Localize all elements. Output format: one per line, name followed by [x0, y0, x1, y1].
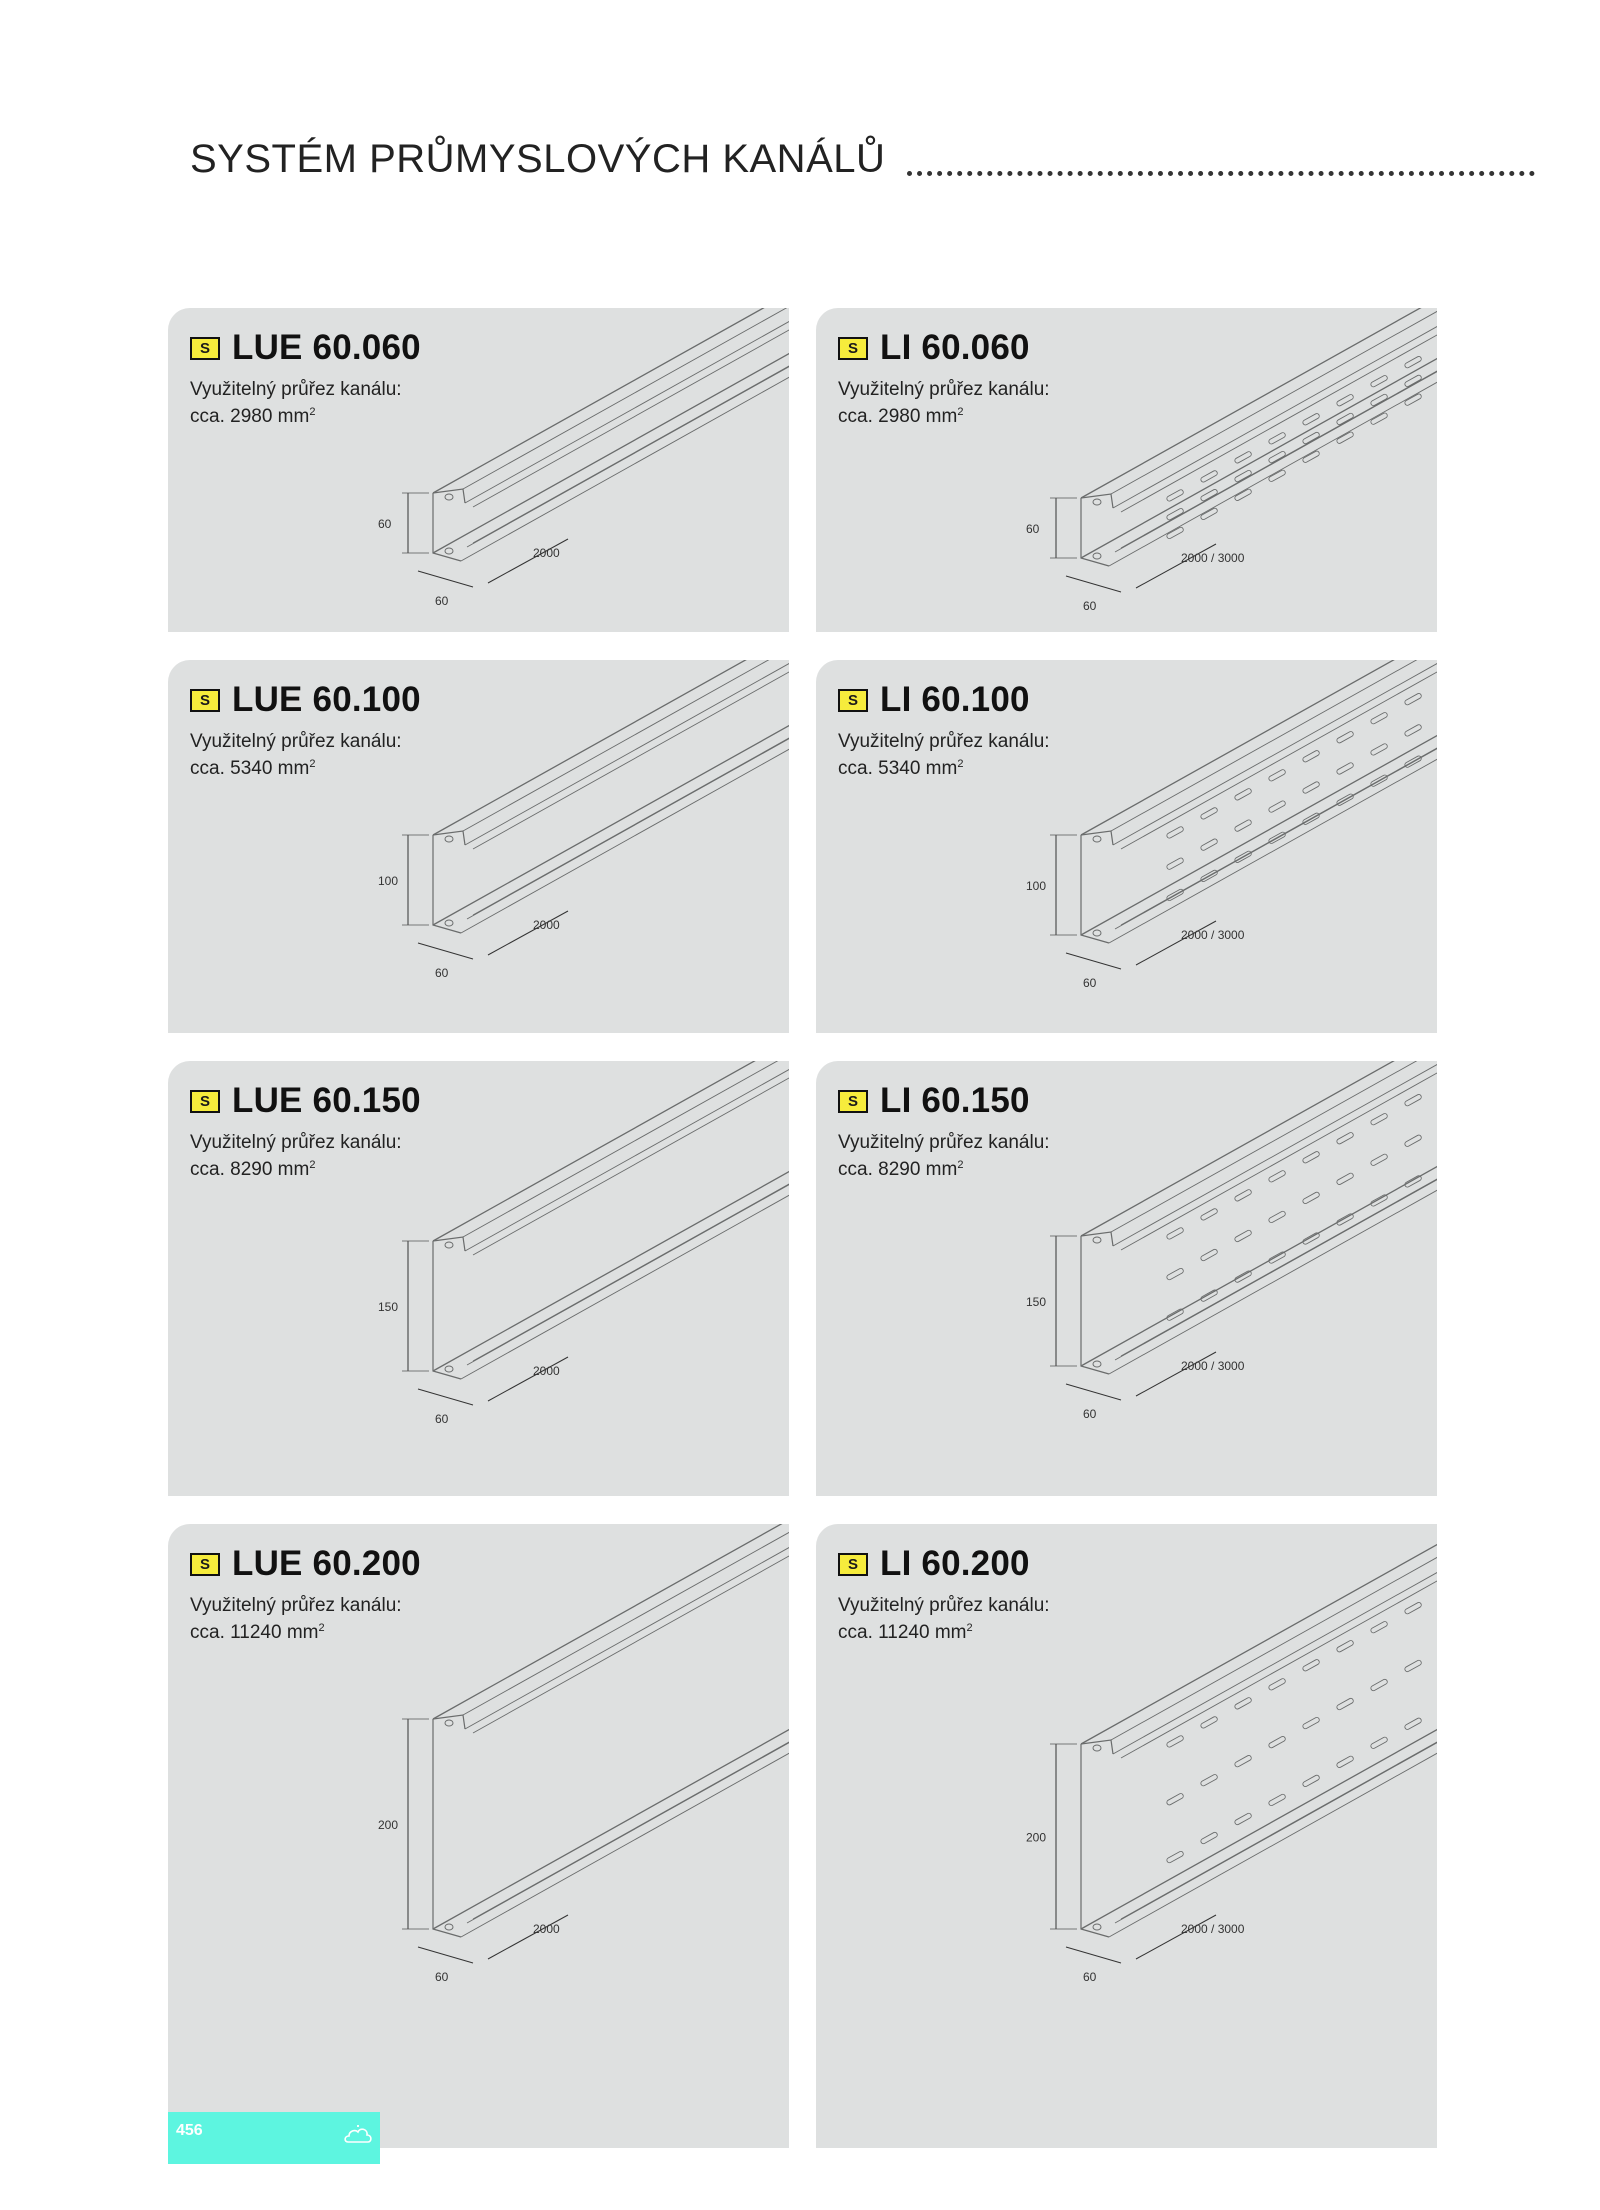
channel-longitudinal-edge — [473, 338, 789, 543]
perforation-slot — [1234, 1697, 1252, 1710]
perforation-slot — [1200, 1774, 1218, 1787]
channel-longitudinal-edge — [465, 1524, 789, 1729]
page-header — [190, 122, 1535, 182]
cross-section-label: Využitelný průřez kanálu: — [838, 379, 1050, 400]
perforation-slot — [1166, 1227, 1184, 1240]
top-flange-edge — [1081, 1232, 1113, 1246]
cross-section-value: cca. 8290 $mm^2$ — [838, 1159, 964, 1180]
perforation-slot — [1166, 1850, 1184, 1863]
perforation-slot — [1336, 1640, 1354, 1653]
perforation-slot — [1200, 1248, 1218, 1261]
channel-longitudinal-edge — [433, 1524, 789, 1719]
top-flange-edge — [433, 831, 465, 845]
s-badge: S — [190, 689, 220, 712]
s-badge: S — [190, 1090, 220, 1113]
perforation-slot — [1370, 1621, 1388, 1634]
cross-section-label: Využitelný průřez kanálu: — [190, 1595, 402, 1616]
length-dimension-label: 2000 — [533, 918, 560, 932]
perforation-slot — [1166, 1735, 1184, 1748]
cross-section-label: Využitelný průřez kanálu: — [190, 1132, 402, 1153]
mounting-hole — [445, 1366, 453, 1372]
channel-longitudinal-edge — [1081, 308, 1437, 498]
channel-longitudinal-edge — [473, 1156, 789, 1361]
mounting-hole — [1093, 1237, 1101, 1243]
width-dimension-line — [418, 571, 473, 587]
cross-section-label: Využitelný průřez kanálu: — [838, 1595, 1050, 1616]
channel-longitudinal-edge — [1121, 1714, 1437, 1919]
perforation-slot — [1200, 470, 1218, 483]
channel-longitudinal-edge — [433, 720, 789, 925]
perforation-slot — [1166, 857, 1184, 870]
mounting-hole — [1093, 1361, 1101, 1367]
height-dimension-label: 200 — [1026, 1830, 1047, 1845]
cross-section-value: cca. 5340 $mm^2$ — [838, 758, 964, 779]
channel-longitudinal-edge — [473, 308, 789, 507]
height-dimension-label: 200 — [378, 1818, 399, 1832]
perforation-slot — [1370, 743, 1388, 756]
s-badge: S — [190, 1553, 220, 1576]
channel-longitudinal-edge — [1121, 343, 1437, 548]
mounting-hole — [1093, 1924, 1101, 1930]
perforation-slot — [1370, 1113, 1388, 1126]
width-dimension-label: 60 — [1083, 1407, 1097, 1421]
channel-longitudinal-edge — [463, 308, 789, 489]
channel-longitudinal-edge — [1081, 1539, 1437, 1744]
width-dimension-label: 60 — [435, 1412, 449, 1426]
perforation-slot — [1268, 432, 1286, 445]
perforation-slot — [1336, 394, 1354, 407]
cross-section-value: cca. 2980 $mm^2$ — [190, 406, 316, 427]
channel-drawing-perforated — [816, 308, 1437, 632]
product-card-lue-60-060 — [168, 308, 789, 632]
perforation-slot — [1370, 1736, 1388, 1749]
perforation-slot — [1302, 1191, 1320, 1204]
product-title: LUE 60.200 — [232, 1544, 421, 1583]
perforation-slot — [1302, 413, 1320, 426]
perforation-slot — [1404, 1602, 1422, 1615]
width-dimension-line — [1066, 953, 1121, 969]
perforation-slot — [1234, 1229, 1252, 1242]
width-dimension-label: 60 — [1083, 1970, 1097, 1984]
product-card-li-60-060 — [816, 308, 1437, 632]
channel-drawing-solid — [168, 660, 789, 1033]
product-title: LI 60.150 — [880, 1081, 1030, 1120]
perforation-slot — [1404, 1717, 1422, 1730]
perforation-slot — [1302, 781, 1320, 794]
s-badge: S — [190, 337, 220, 360]
mounting-hole — [445, 836, 453, 842]
width-dimension-line — [418, 943, 473, 959]
channel-longitudinal-edge — [433, 660, 789, 835]
cross-section-label: Využitelný průřez kanálu: — [838, 731, 1050, 752]
perforation-slot — [1336, 731, 1354, 744]
height-dimension-label: 100 — [1026, 879, 1047, 893]
width-dimension-label: 60 — [1083, 976, 1097, 990]
channel-longitudinal-edge — [1081, 660, 1437, 835]
perforation-slot — [1336, 1172, 1354, 1185]
width-dimension-line — [1066, 1947, 1121, 1963]
mounting-hole — [1093, 553, 1101, 559]
page-number: 456 — [176, 2122, 203, 2139]
perforation-slot — [1234, 1189, 1252, 1202]
channel-longitudinal-edge — [473, 710, 789, 915]
height-dimension-label: 150 — [378, 1300, 399, 1314]
front-profile-edge — [433, 835, 461, 933]
perforation-slot — [1404, 1659, 1422, 1672]
cross-section-label: Využitelný průřez kanálu: — [190, 379, 402, 400]
s-badge: S — [838, 337, 868, 360]
length-dimension-label: 2000 — [533, 1922, 560, 1936]
channel-longitudinal-edge — [465, 308, 789, 503]
channel-drawing-solid — [168, 308, 789, 632]
length-dimension-label: 2000 / 3000 — [1181, 551, 1245, 565]
channel-longitudinal-edge — [1121, 660, 1437, 849]
channel-longitudinal-edge — [433, 1166, 789, 1371]
perforation-slot — [1302, 750, 1320, 763]
mounting-hole — [445, 494, 453, 500]
perforation-slot — [1166, 1267, 1184, 1280]
product-card-lue-60-150 — [168, 1061, 789, 1496]
cross-section-value: cca. 8290 $mm^2$ — [190, 1159, 316, 1180]
perforation-slot — [1336, 762, 1354, 775]
perforation-slot — [1200, 838, 1218, 851]
s-badge: S — [838, 1090, 868, 1113]
mounting-hole — [445, 548, 453, 554]
mounting-hole — [445, 1720, 453, 1726]
page-footer-tab — [168, 2112, 380, 2164]
perforation-slot — [1404, 693, 1422, 706]
mounting-hole — [1093, 836, 1101, 842]
mounting-hole — [1093, 499, 1101, 505]
channel-longitudinal-edge — [463, 1524, 789, 1715]
cross-section-label: Využitelný průřez kanálu: — [838, 1132, 1050, 1153]
perforation-slot — [1336, 1755, 1354, 1768]
channel-longitudinal-edge — [1121, 1061, 1437, 1250]
perforation-slot — [1370, 375, 1388, 388]
top-flange-edge — [433, 1237, 465, 1251]
top-flange-edge — [433, 489, 465, 503]
cross-section-value: cca. 11240 $mm^2$ — [190, 1622, 325, 1643]
channel-drawing-solid — [168, 1524, 789, 2148]
perforation-slot — [1336, 1132, 1354, 1145]
perforation-slot — [1268, 1678, 1286, 1691]
top-flange-edge — [433, 1715, 465, 1729]
height-dimension-label: 100 — [378, 874, 399, 888]
perforation-slot — [1234, 788, 1252, 801]
perforation-slot — [1370, 712, 1388, 725]
perforation-slot — [1234, 819, 1252, 832]
perforation-slot — [1336, 1697, 1354, 1710]
perforation-slot — [1302, 1774, 1320, 1787]
perforation-slot — [1268, 1170, 1286, 1183]
perforation-slot — [1200, 1208, 1218, 1221]
perforation-slot — [1234, 451, 1252, 464]
perforation-slot — [1166, 489, 1184, 502]
perforation-slot — [1234, 1755, 1252, 1768]
product-card-li-60-150 — [816, 1061, 1437, 1496]
perforation-slot — [1370, 1678, 1388, 1691]
channel-longitudinal-edge — [1113, 660, 1437, 845]
channel-longitudinal-edge — [1121, 308, 1437, 512]
width-dimension-label: 60 — [1083, 599, 1097, 613]
perforation-slot — [1302, 1717, 1320, 1730]
channel-longitudinal-edge — [463, 660, 789, 831]
product-title: LI 60.100 — [880, 680, 1030, 719]
height-dimension-label: 150 — [1026, 1295, 1047, 1309]
width-dimension-line — [418, 1947, 473, 1963]
product-title: LI 60.060 — [880, 328, 1030, 367]
product-card-li-60-100 — [816, 660, 1437, 1033]
channel-longitudinal-edge — [1081, 1161, 1437, 1366]
perforation-slot — [1302, 1151, 1320, 1164]
s-badge: S — [838, 1553, 868, 1576]
cross-section-value: cca. 11240 $mm^2$ — [838, 1622, 973, 1643]
length-dimension-label: 2000 / 3000 — [1181, 928, 1245, 942]
channel-longitudinal-edge — [433, 1724, 789, 1929]
channel-drawing-perforated — [816, 1524, 1437, 2148]
width-dimension-label: 60 — [435, 966, 449, 980]
product-title: LI 60.200 — [880, 1544, 1030, 1583]
product-title: LUE 60.060 — [232, 328, 421, 367]
length-dimension-label: 2000 — [533, 1364, 560, 1378]
top-flange-edge — [1081, 831, 1113, 845]
perforation-slot — [1268, 769, 1286, 782]
channel-longitudinal-edge — [1111, 1535, 1437, 1740]
perforation-slot — [1404, 1134, 1422, 1147]
width-dimension-line — [418, 1389, 473, 1405]
front-profile-edge — [433, 1719, 461, 1937]
length-dimension-label: 2000 / 3000 — [1181, 1922, 1245, 1936]
channel-drawing-perforated — [816, 1061, 1437, 1496]
height-dimension-label: 60 — [378, 517, 392, 531]
channel-longitudinal-edge — [1113, 308, 1437, 508]
mounting-hole — [445, 920, 453, 926]
header-dotted-leader — [907, 171, 1535, 176]
mounting-hole — [445, 1924, 453, 1930]
cross-section-value: cca. 5340 $mm^2$ — [190, 758, 316, 779]
channel-longitudinal-edge — [1113, 1061, 1437, 1246]
page-title: SYSTÉM PRŮMYSLOVÝCH KANÁLŮ — [190, 137, 886, 181]
perforation-slot — [1200, 807, 1218, 820]
cloud-outline-icon — [342, 2120, 374, 2152]
channel-longitudinal-edge — [1113, 1549, 1437, 1754]
width-dimension-label: 60 — [435, 594, 449, 608]
perforation-slot — [1268, 800, 1286, 813]
cross-section-label: Využitelný průřez kanálu: — [190, 731, 402, 752]
perforation-slot — [1200, 1716, 1218, 1729]
cross-section-value: cca. 2980 $mm^2$ — [838, 406, 964, 427]
channel-drawing-perforated — [816, 660, 1437, 1033]
mounting-hole — [445, 1242, 453, 1248]
channel-longitudinal-edge — [473, 660, 789, 849]
channel-longitudinal-edge — [463, 1061, 789, 1237]
channel-longitudinal-edge — [1111, 308, 1437, 494]
top-flange-edge — [1081, 494, 1113, 508]
perforation-slot — [1370, 1153, 1388, 1166]
height-dimension-label: 60 — [1026, 522, 1040, 536]
mounting-hole — [1093, 1745, 1101, 1751]
channel-longitudinal-edge — [473, 1714, 789, 1919]
perforation-slot — [1200, 1831, 1218, 1844]
product-title: LUE 60.100 — [232, 680, 421, 719]
front-profile-edge — [1081, 1744, 1109, 1937]
mounting-hole — [1093, 930, 1101, 936]
perforation-slot — [1166, 826, 1184, 839]
perforation-slot — [1404, 724, 1422, 737]
perforation-slot — [1268, 1793, 1286, 1806]
s-badge: S — [838, 689, 868, 712]
width-dimension-line — [1066, 1384, 1121, 1400]
product-card-li-60-200 — [816, 1524, 1437, 2148]
perforation-slot — [1404, 356, 1422, 369]
width-dimension-label: 60 — [435, 1970, 449, 1984]
perforation-slot — [1268, 1736, 1286, 1749]
top-flange-edge — [1081, 1740, 1113, 1754]
channel-longitudinal-edge — [433, 348, 789, 553]
product-card-lue-60-100 — [168, 660, 789, 1033]
width-dimension-line — [1066, 576, 1121, 592]
product-title: LUE 60.150 — [232, 1081, 421, 1120]
length-dimension-label: 2000 — [533, 546, 560, 560]
perforation-slot — [1404, 1094, 1422, 1107]
channel-longitudinal-edge — [1081, 353, 1437, 558]
perforation-slot — [1166, 1793, 1184, 1806]
channel-longitudinal-edge — [1081, 1724, 1437, 1929]
channel-drawing-solid — [168, 1061, 789, 1496]
length-dimension-label: 2000 / 3000 — [1181, 1359, 1245, 1373]
perforation-slot — [1234, 1812, 1252, 1825]
perforation-slot — [1268, 1210, 1286, 1223]
perforation-slot — [1302, 1659, 1320, 1672]
product-card-lue-60-200 — [168, 1524, 789, 2148]
